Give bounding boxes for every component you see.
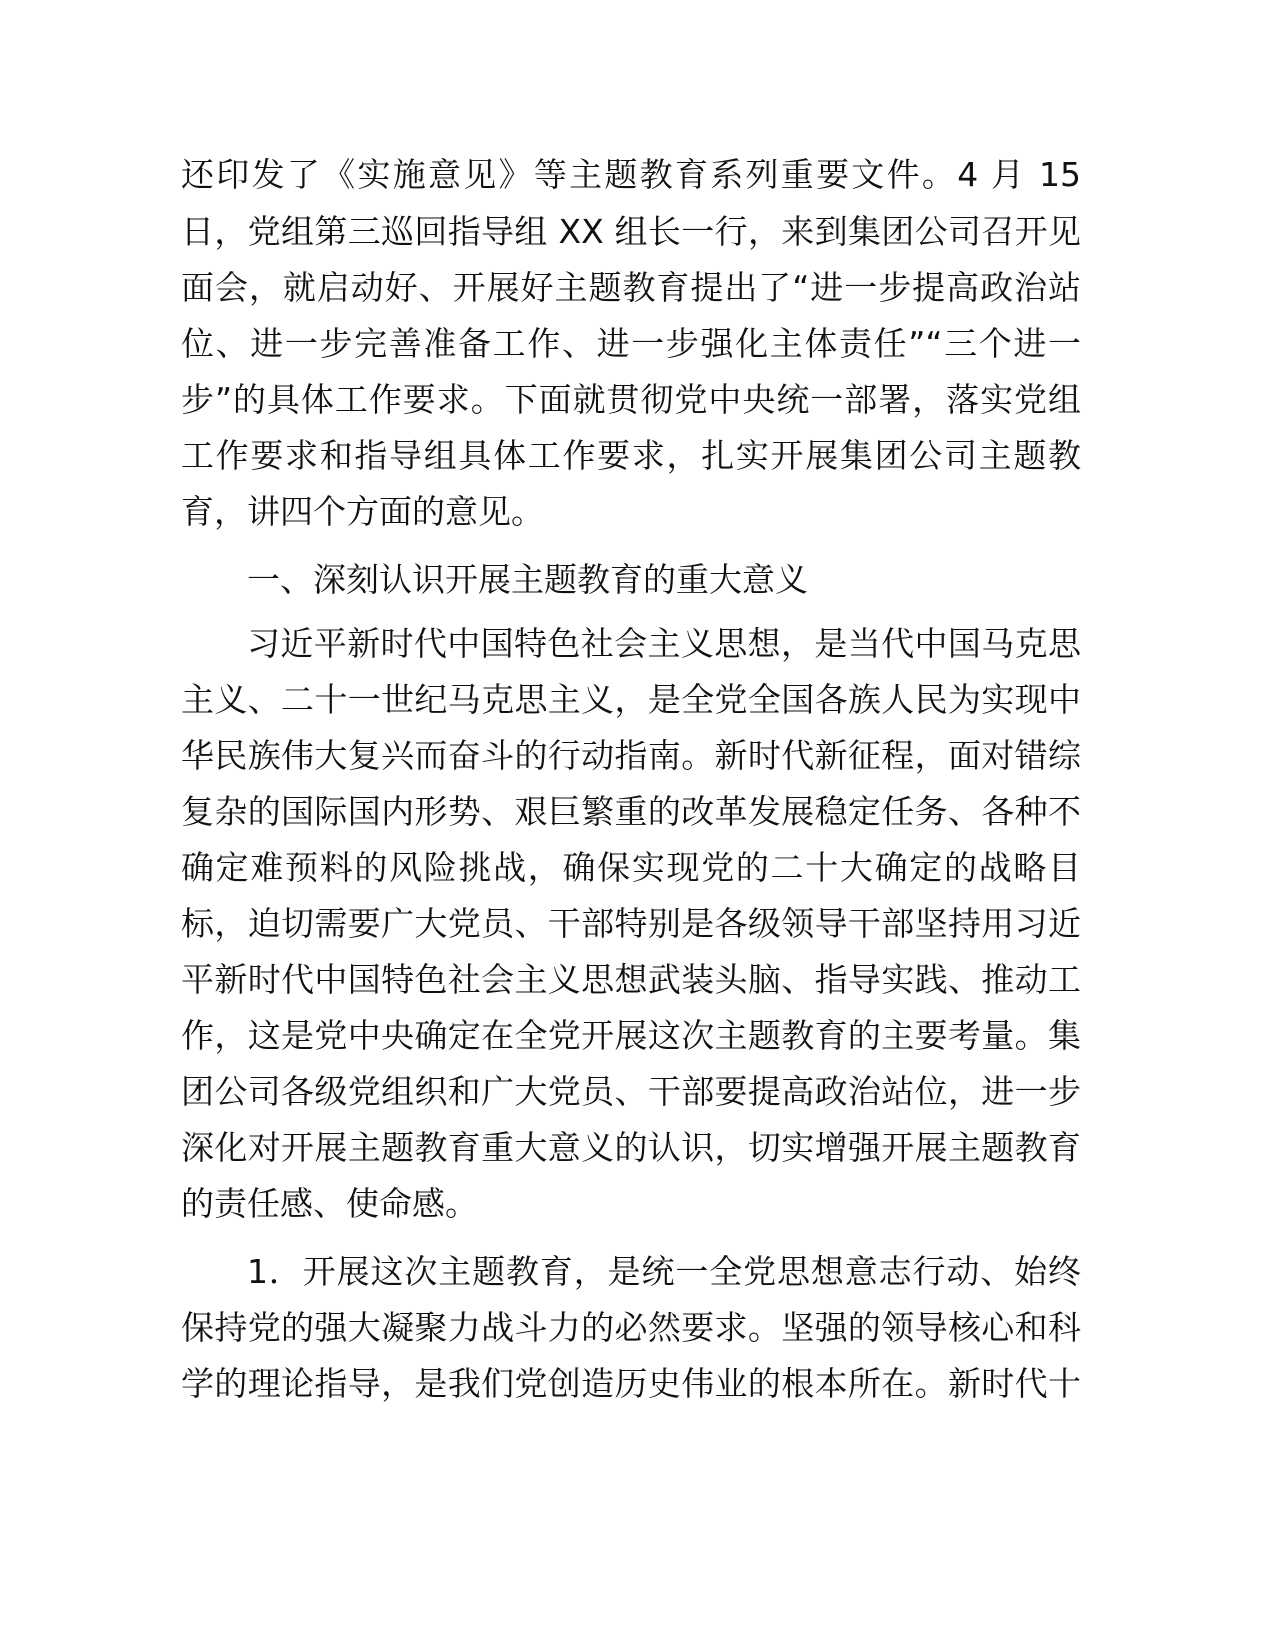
section-heading-1: 一、深刻认识开展主题教育的重大意义 xyxy=(247,560,808,599)
paragraph-1-line-6: 工作要求和指导组具体工作要求，扎实开展集团公司主题教 xyxy=(181,436,1081,475)
paragraph-2-line-5: 确定难预料的风险挑战，确保实现党的二十大确定的战略目 xyxy=(181,848,1081,887)
paragraph-1-line-5: 步”的具体工作要求。下面就贯彻党中央统一部署，落实党组 xyxy=(181,380,1081,419)
paragraph-2-line-1: 习近平新时代中国特色社会主义思想，是当代中国马克思 xyxy=(247,624,1081,663)
paragraph-1-line-1: 还印发了《实施意见》等主题教育系列重要文件。4 月 15 xyxy=(181,155,1081,194)
paragraph-3-line-2: 保持党的强大凝聚力战斗力的必然要求。坚强的领导核心和科 xyxy=(181,1308,1081,1347)
paragraph-1-line-7: 育，讲四个方面的意见。 xyxy=(181,492,544,531)
paragraph-1-line-4: 位、进一步完善准备工作、进一步强化主体责任”“三个进一 xyxy=(181,324,1081,363)
paragraph-2-line-11: 的责任感、使命感。 xyxy=(181,1184,478,1223)
paragraph-1-line-2: 日，党组第三巡回指导组 XX 组长一行，来到集团公司召开见 xyxy=(181,212,1081,251)
paragraph-3-line-3: 学的理论指导，是我们党创造历史伟业的根本所在。新时代十 xyxy=(181,1364,1081,1403)
paragraph-2-line-7: 平新时代中国特色社会主义思想武装头脑、指导实践、推动工 xyxy=(181,960,1081,999)
paragraph-2-line-3: 华民族伟大复兴而奋斗的行动指南。新时代新征程，面对错综 xyxy=(181,736,1081,775)
paragraph-2-line-6: 标，迫切需要广大党员、干部特别是各级领导干部坚持用习近 xyxy=(181,904,1081,943)
paragraph-1-line-3: 面会，就启动好、开展好主题教育提出了“进一步提高政治站 xyxy=(181,268,1081,307)
paragraph-3-line-1: 1．开展这次主题教育，是统一全党思想意志行动、始终 xyxy=(247,1252,1081,1291)
paragraph-2-line-9: 团公司各级党组织和广大党员、干部要提高政治站位，进一步 xyxy=(181,1072,1081,1111)
paragraph-2-line-2: 主义、二十一世纪马克思主义，是全党全国各族人民为实现中 xyxy=(181,680,1081,719)
paragraph-2-line-8: 作，这是党中央确定在全党开展这次主题教育的主要考量。集 xyxy=(181,1016,1081,1055)
paragraph-2-line-4: 复杂的国际国内形势、艰巨繁重的改革发展稳定任务、各种不 xyxy=(181,792,1081,831)
paragraph-2-line-10: 深化对开展主题教育重大意义的认识，切实增强开展主题教育 xyxy=(181,1128,1081,1167)
